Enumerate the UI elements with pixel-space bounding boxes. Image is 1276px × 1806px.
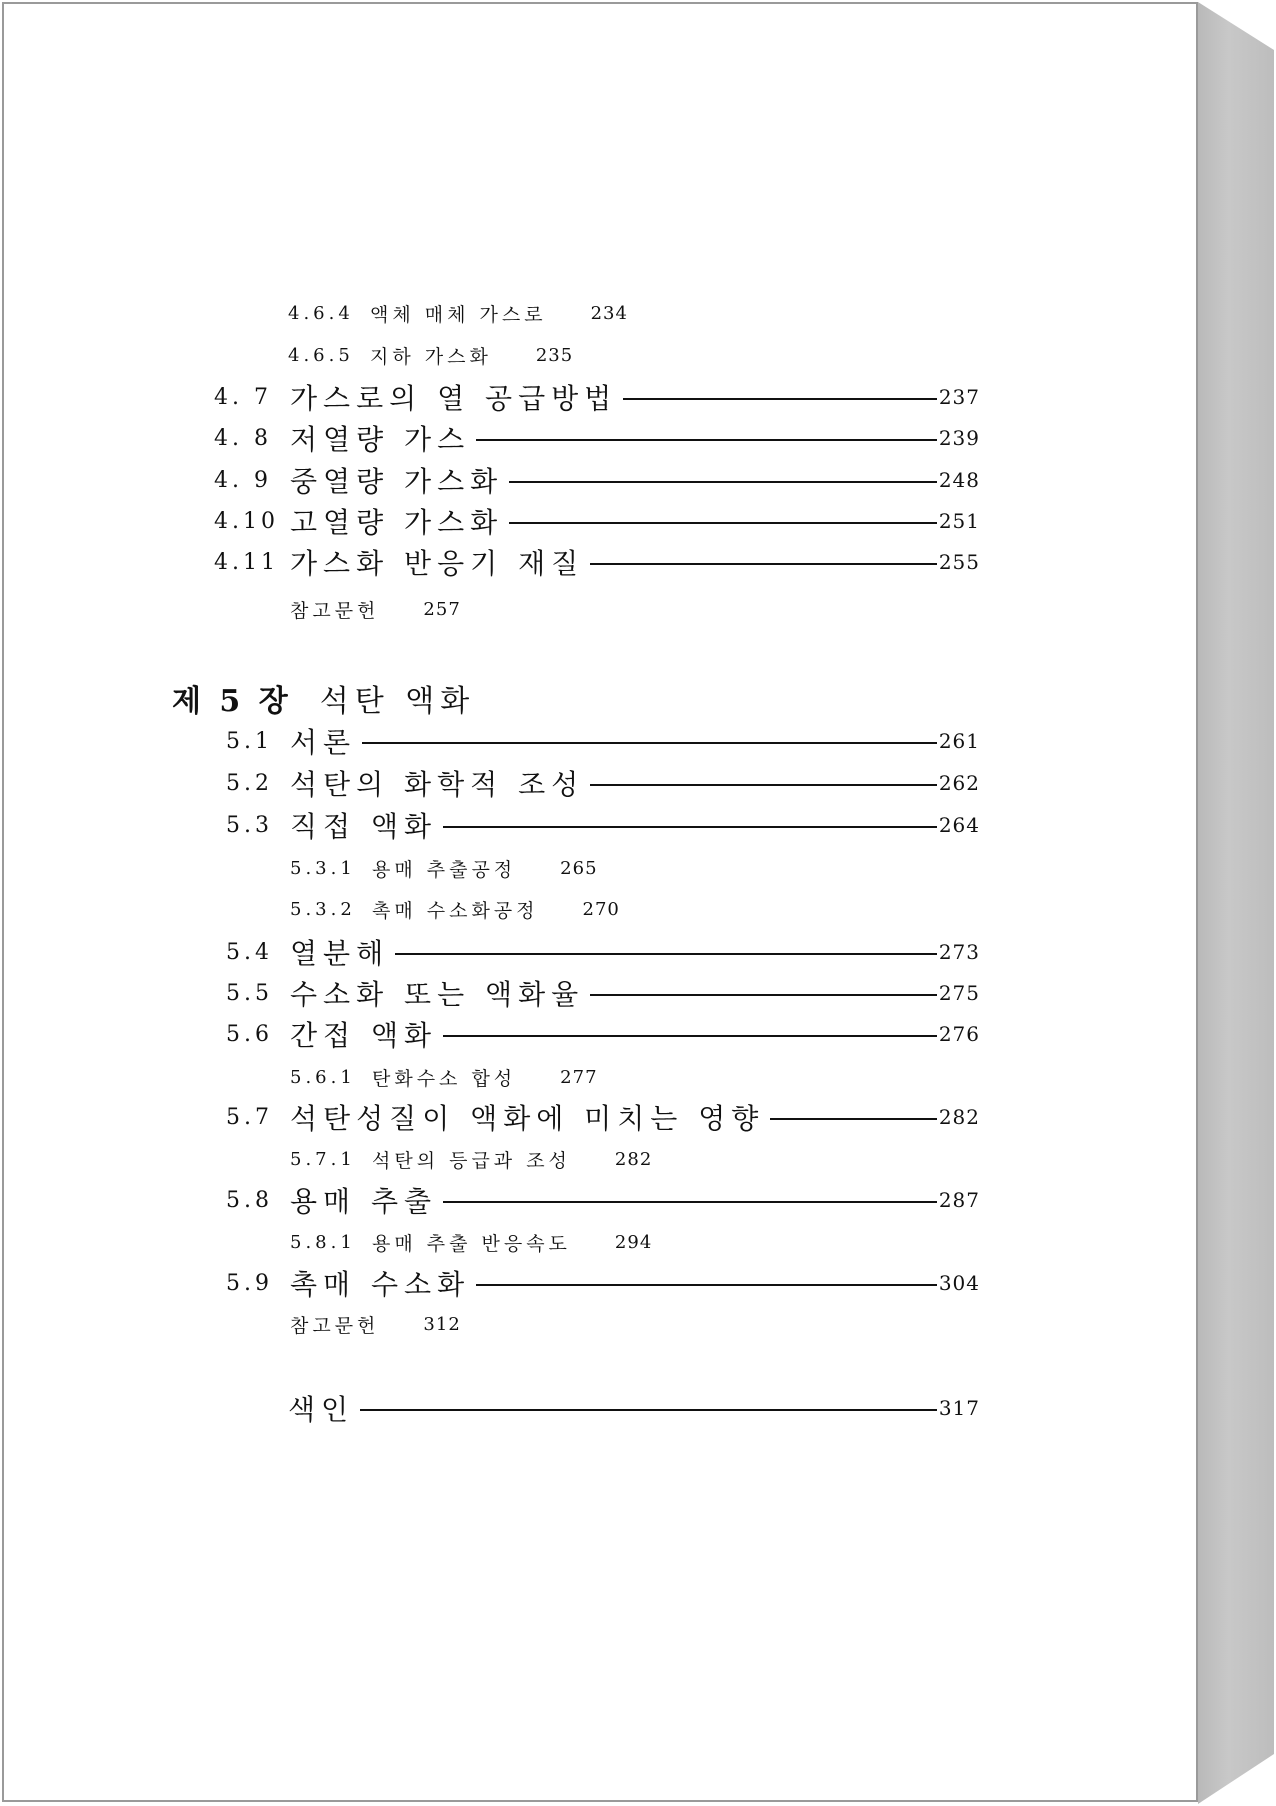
entry-title: 서론 [290, 726, 357, 759]
toc-entry [214, 418, 980, 458]
dot-leader [443, 826, 937, 828]
entry-title: 촉매 수소화공정 [372, 900, 539, 922]
dot-leader [509, 522, 937, 524]
entry-page: 270 [582, 899, 620, 920]
dot-leader [476, 1284, 937, 1286]
dot-leader [476, 439, 937, 441]
dot-leader [590, 563, 937, 565]
entry-page: 257 [423, 599, 461, 620]
chapter-label: 제 5 장 [172, 684, 292, 719]
dot-leader [443, 1201, 937, 1203]
chapter-title: 석탄 액화 [319, 684, 476, 719]
toc-references [290, 596, 461, 623]
dot-leader [360, 1409, 937, 1411]
dot-leader [509, 481, 937, 483]
entry-page: 282 [614, 1149, 653, 1170]
entry-page: 255 [938, 550, 980, 574]
dot-leader [590, 784, 937, 786]
entry-title: 간접 액화 [290, 1019, 438, 1052]
entry-number: 4. 8 [214, 425, 272, 451]
entry-number: 4.6.5 [288, 345, 354, 366]
entry-title: 탄화수소 합성 [372, 1068, 517, 1090]
toc-entry [226, 805, 980, 845]
entry-title: 참고문헌 [290, 600, 380, 622]
entry-page: 237 [938, 385, 980, 409]
book-edge [1198, 2, 1274, 1804]
entry-number: 5.2 [226, 770, 273, 796]
entry-page: 248 [938, 468, 980, 492]
entry-title: 지하 가스화 [370, 346, 492, 368]
entry-number: 5.7 [226, 1104, 273, 1130]
entry-title: 수소화 또는 액화율 [290, 978, 585, 1011]
entry-page: 275 [938, 981, 980, 1005]
entry-title: 용매 추출공정 [372, 859, 517, 881]
entry-page: 277 [560, 1067, 598, 1088]
toc-entry [214, 377, 980, 417]
entry-title: 용매 추출 [290, 1185, 438, 1218]
dot-leader [623, 398, 937, 400]
entry-number: 4.10 [214, 508, 279, 534]
entry-page: 312 [423, 1314, 461, 1335]
entry-title: 용매 추출 반응속도 [372, 1233, 571, 1255]
entry-title: 석탄의 화학적 조성 [290, 768, 585, 801]
dot-leader [770, 1118, 936, 1120]
toc-entry [226, 1263, 980, 1303]
entry-title: 중열량 가스화 [290, 465, 504, 498]
entry-number: 5.7.1 [290, 1149, 356, 1170]
entry-number: 4. 7 [214, 384, 272, 410]
entry-page: 239 [938, 426, 980, 450]
entry-page: 262 [938, 771, 980, 795]
entry-title: 열분해 [290, 937, 390, 970]
entry-number: 5.8.1 [290, 1232, 356, 1253]
toc-entry [226, 1014, 980, 1054]
toc-sub-entry [288, 300, 628, 327]
entry-number: 5.3 [226, 812, 273, 838]
entry-title: 액체 매체 가스로 [370, 304, 547, 326]
entry-page: 235 [535, 345, 574, 366]
entry-title: 가스로의 열 공급방법 [290, 382, 618, 415]
entry-number: 5.6 [226, 1021, 273, 1047]
dot-leader [395, 953, 937, 955]
dot-leader [362, 742, 937, 744]
entry-title: 촉매 수소화 [290, 1268, 471, 1301]
entry-page: 264 [938, 813, 980, 837]
entry-page: 273 [938, 940, 980, 964]
entry-number: 5.3.1 [290, 858, 356, 879]
entry-number: 4. 9 [214, 467, 272, 493]
entry-number: 5.9 [226, 1270, 273, 1296]
entry-page: 294 [614, 1232, 653, 1253]
entry-title: 가스화 반응기 재질 [290, 547, 585, 580]
entry-number: 5.5 [226, 980, 273, 1006]
entry-number: 5.3.2 [290, 899, 356, 920]
toc-entry [226, 1097, 980, 1137]
toc-sub-entry [290, 1229, 652, 1256]
toc-sub-entry [290, 855, 598, 882]
toc-sub-entry [290, 1146, 652, 1173]
entry-number: 5.4 [226, 939, 273, 965]
toc-entry [226, 763, 980, 803]
entry-page: 251 [938, 509, 980, 533]
entry-number: 5.8 [226, 1187, 273, 1213]
toc-sub-entry [290, 896, 620, 923]
entry-page: 234 [590, 303, 628, 324]
entry-page: 304 [938, 1271, 980, 1295]
entry-number: 5.6.1 [290, 1067, 356, 1088]
entry-title: 석탄성질이 액화에 미치는 영향 [290, 1102, 765, 1135]
entry-number: 5.1 [226, 728, 273, 754]
dot-leader [443, 1035, 937, 1037]
toc-entry [226, 721, 980, 761]
entry-page: 265 [560, 858, 598, 879]
entry-page: 282 [938, 1105, 980, 1129]
toc-sub-entry [290, 1064, 598, 1091]
dot-leader [590, 994, 937, 996]
entry-title: 색인 [288, 1393, 355, 1426]
entry-page: 317 [938, 1396, 980, 1420]
entry-title: 직접 액화 [290, 810, 438, 843]
entry-number: 4.6.4 [288, 303, 354, 324]
entry-title: 고열량 가스화 [290, 506, 504, 539]
toc-sub-entry [288, 342, 573, 369]
entry-title: 참고문헌 [290, 1315, 380, 1337]
entry-title: 석탄의 등급과 조성 [372, 1150, 571, 1172]
toc-index-entry [288, 1388, 980, 1428]
toc-entry [214, 501, 980, 541]
toc-entry [226, 932, 980, 972]
entry-page: 276 [938, 1022, 980, 1046]
entry-title: 저열량 가스 [290, 423, 471, 456]
toc-references [290, 1311, 461, 1338]
toc-entry [226, 1180, 980, 1220]
toc-entry [214, 542, 980, 582]
toc-entry [226, 973, 980, 1013]
chapter-heading [172, 676, 475, 720]
entry-page: 287 [938, 1188, 980, 1212]
entry-number: 4.11 [214, 549, 279, 575]
toc-entry [214, 460, 980, 500]
entry-page: 261 [938, 729, 980, 753]
